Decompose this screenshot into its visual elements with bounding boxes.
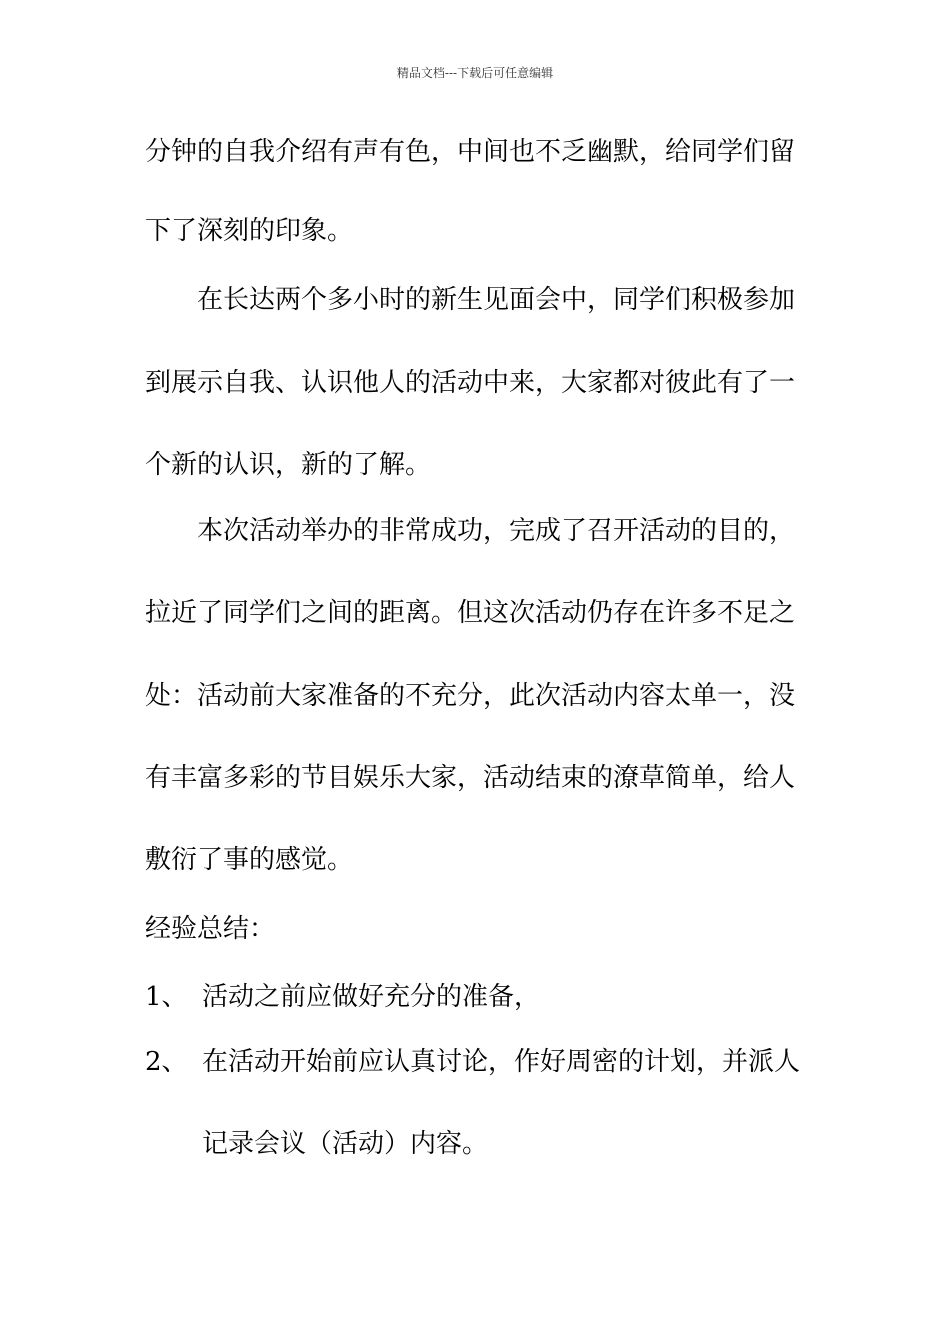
paragraph-line: 敷衍了事的感觉。	[145, 845, 354, 875]
list-item: 在活动开始前应认真讨论，作好周密的计划，并派人	[202, 1047, 801, 1077]
list-item-number: 2、	[145, 1047, 188, 1077]
paragraph-line: 下了深刻的印象。	[145, 216, 354, 246]
paragraph-line: 拉近了同学们之间的距离。但这次活动仍存在许多不足之	[145, 598, 796, 628]
list-item-continuation: 记录会议（活动）内容。	[202, 1129, 489, 1159]
summary-heading: 经验总结：	[145, 914, 276, 944]
paragraph-line: 有丰富多彩的节目娱乐大家，活动结束的潦草简单，给人	[145, 763, 796, 793]
paragraph-line: 在长达两个多小时的新生见面会中，同学们积极参加	[197, 285, 796, 315]
paragraph-line: 到展示自我、认识他人的活动中来，大家都对彼此有了一	[145, 368, 796, 398]
paragraph-line: 个新的认识，新的了解。	[145, 450, 432, 480]
page-header: 精品文档---下载后可任意编辑	[396, 66, 554, 80]
paragraph-line: 分钟的自我介绍有声有色，中间也不乏幽默，给同学们留	[145, 137, 796, 167]
paragraph-line: 处：活动前大家准备的不充分，此次活动内容太单一，没	[145, 681, 796, 711]
list-item-number: 1、	[145, 982, 188, 1012]
paragraph-line: 本次活动举办的非常成功，完成了召开活动的目的，	[197, 516, 796, 546]
list-item: 活动之前应做好充分的准备，	[202, 982, 541, 1012]
